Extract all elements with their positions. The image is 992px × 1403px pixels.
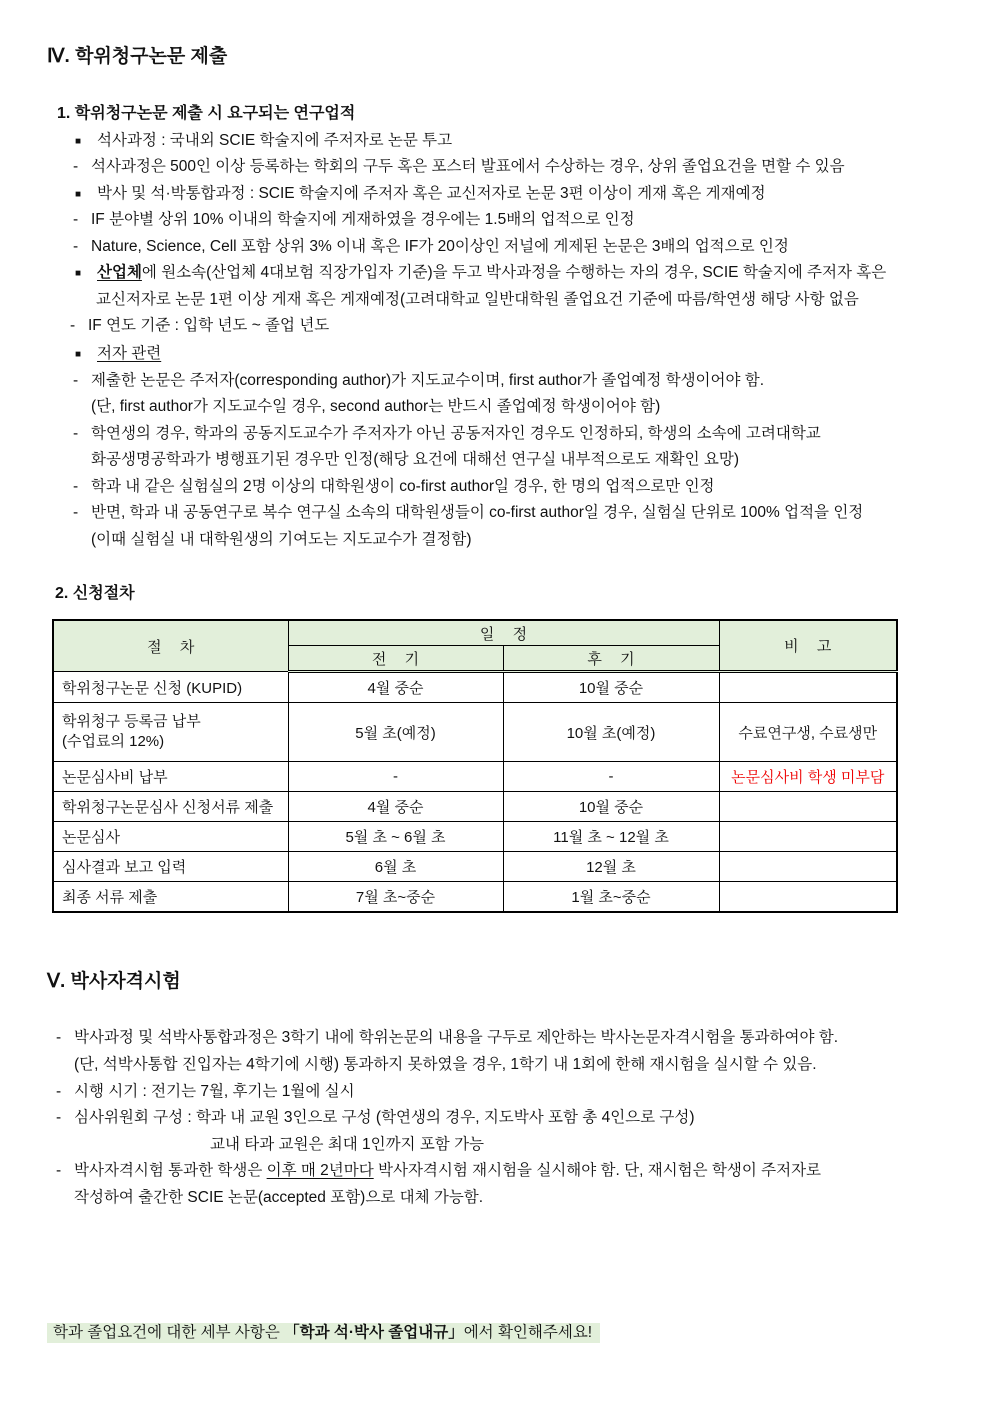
table-row xyxy=(53,822,897,852)
dash-item xyxy=(73,157,845,177)
dash-marker: - xyxy=(73,211,79,228)
table-row xyxy=(53,792,897,822)
cell-first: - xyxy=(288,762,503,792)
cell-remarks xyxy=(719,852,897,882)
dash-marker: - xyxy=(73,238,79,255)
cell-remarks xyxy=(719,792,897,822)
cell-second: 11월 초 ~ 12월 초 xyxy=(503,822,719,852)
dash-marker: - xyxy=(70,317,76,334)
cell-procedure: 학위청구논문심사 신청서류 제출 xyxy=(53,792,288,822)
bullet-item xyxy=(75,184,766,204)
cell-second: 10월 초(예정) xyxy=(503,703,719,762)
dash-marker: - xyxy=(73,158,79,175)
header-procedure: 절 차 xyxy=(53,620,288,672)
line-text: 학연생의 경우, 학과의 공동지도교수가 주저자가 아닌 공동저자인 경우도 인정하되, 학생의 소속에 고려대학교 xyxy=(91,425,821,442)
line-text: 박사자격시험 통과한 학생은 xyxy=(74,1162,267,1179)
subsection-2-title: 2. 신청절차 xyxy=(55,585,135,602)
note-text: 에서 확인해주세요! xyxy=(463,1324,593,1341)
bullet-square-icon: ■ xyxy=(75,189,82,200)
cell-procedure: 최종 서류 제출 xyxy=(53,882,288,913)
cell-remarks: 수료연구생, 수료생만 xyxy=(719,703,897,762)
table-row xyxy=(53,703,897,762)
line-text: 시행 시기 : 전기는 7월, 후기는 1월에 실시 xyxy=(74,1083,355,1100)
dash-marker: - xyxy=(56,1162,62,1179)
line-text: Nature, Science, Cell 포함 상위 3% 이내 혹은 IF가 20이상인 저널에 게제된 논문은 3배의 업적으로 인정 xyxy=(91,238,789,255)
cell-remarks xyxy=(719,882,897,913)
dash-item xyxy=(70,316,329,336)
line-text: 에 원소속(산업체 4대보험 직장가입자 기준)을 두고 박사과정을 수행하는 자의 경우, SCIE 학술지에 주저자 혹은 xyxy=(141,264,887,281)
underlined-term: 이후 매 2년마다 xyxy=(266,1162,374,1179)
dash-item xyxy=(73,371,764,391)
dash-marker: - xyxy=(56,1109,62,1126)
dash-marker: - xyxy=(73,478,79,495)
note-emphasis: 「학과 석·박사 졸업내규」 xyxy=(284,1324,464,1341)
continuation-line: (단, 석박사통합 진입자는 4학기에 시행) 통과하지 못하였을 경우, 1학기 내 1회에 한해 재시험을 실시할 수 있음. xyxy=(74,1056,817,1073)
bullet-square-icon: ■ xyxy=(75,349,82,360)
bullet-square-icon: ■ xyxy=(75,136,82,147)
cell-second: - xyxy=(503,762,719,792)
cell-procedure: 학위청구논문 신청 (KUPID) xyxy=(53,672,288,703)
continuation-line: 작성하여 출간한 SCIE 논문(accepted 포함)으로 대체 가능함. xyxy=(74,1189,484,1206)
header-remarks: 비 고 xyxy=(719,620,897,672)
dash-item xyxy=(73,503,863,523)
cell-first: 5월 초 ~ 6월 초 xyxy=(288,822,503,852)
table-row xyxy=(53,762,897,792)
header-first-half: 전 기 xyxy=(288,646,503,672)
underlined-term: 저자 관련 xyxy=(97,345,162,362)
dash-item xyxy=(73,237,789,257)
cell-first: 4월 중순 xyxy=(288,672,503,703)
table-row xyxy=(53,882,897,913)
dash-marker: - xyxy=(73,372,79,389)
table-row xyxy=(53,852,897,882)
cell-second: 10월 중순 xyxy=(503,672,719,703)
bullet-item xyxy=(75,131,452,151)
cell-procedure: 심사결과 보고 입력 xyxy=(53,852,288,882)
dash-item xyxy=(73,477,715,497)
line-text: 반면, 학과 내 공동연구로 복수 연구실 소속의 대학원생들이 co-first author일 경우, 실험실 단위로 100% 업적을 인정 xyxy=(91,504,864,521)
line-text: 심사위원회 구성 : 학과 내 교원 3인으로 구성 (학연생의 경우, 지도박사 포함 총 4인으로 구성) xyxy=(74,1109,695,1126)
cell-remarks-alert: 논문심사비 학생 미부담 xyxy=(719,762,897,792)
cell-procedure: 논문심사 xyxy=(53,822,288,852)
dash-item xyxy=(56,1082,355,1102)
line-text: 박사과정 및 석박사통합과정은 3학기 내에 학위논문의 내용을 구두로 제안하는 박사논문자격시험을 통과하여야 함. xyxy=(74,1029,839,1046)
section-5-heading: Ⅴ. 박사자격시험 xyxy=(47,971,181,992)
line-text: 제출한 논문은 주저자(corresponding author)가 지도교수이며, first author가 졸업예정 학생이어야 함. xyxy=(91,372,765,389)
dash-item xyxy=(56,1028,838,1048)
continuation-line: 교내 타과 교원은 최대 1인까지 포함 가능 xyxy=(210,1136,485,1153)
header-second-half: 후 기 xyxy=(503,646,719,672)
line-text: IF 분야별 상위 10% 이내의 학술지에 게재하였을 경우에는 1.5배의 업적으로 인정 xyxy=(91,211,635,228)
dash-marker: - xyxy=(73,425,79,442)
continuation-line: (이때 실험실 내 대학원생의 기여도는 지도교수가 결정함) xyxy=(91,531,472,548)
continuation-line: 교신저자로 논문 1편 이상 게재 혹은 게재예정(고려대학교 일반대학원 졸업요건 기준에 따름/학연생 해당 사항 없음 xyxy=(96,291,859,308)
cell-second: 12월 초 xyxy=(503,852,719,882)
continuation-line: (단, first author가 지도교수일 경우, second author는 반드시 졸업예정 학생이어야 함) xyxy=(91,398,661,415)
procedure-note: (수업료의 12%) xyxy=(62,733,165,750)
line-text: 석사과정은 500인 이상 등록하는 학회의 구두 혹은 포스터 발표에서 수상하는 경우, 상위 졸업요건을 면할 수 있음 xyxy=(91,158,845,175)
cell-first: 6월 초 xyxy=(288,852,503,882)
bullet-item xyxy=(75,344,161,364)
dash-item xyxy=(73,424,821,444)
table-row xyxy=(53,672,897,703)
footer-note xyxy=(47,1323,600,1343)
dash-item xyxy=(56,1108,695,1128)
cell-first: 5월 초(예정) xyxy=(288,703,503,762)
cell-second: 1월 초~중순 xyxy=(503,882,719,913)
line-text: 박사자격시험 재시험을 실시해야 함. 단, 재시험은 학생이 주저자로 xyxy=(373,1162,822,1179)
cell-procedure: 논문심사비 납부 xyxy=(53,762,288,792)
cell-second: 10월 중순 xyxy=(503,792,719,822)
bullet-square-icon: ■ xyxy=(75,268,82,279)
cell-procedure xyxy=(53,703,288,762)
cell-remarks xyxy=(719,672,897,703)
section-4-heading: Ⅳ. 학위청구논문 제출 xyxy=(47,46,228,67)
line-text: 박사 및 석·박통합과정 : SCIE 학술지에 주저자 혹은 교신저자로 논문 3편 이상이 게재 혹은 게재예정 xyxy=(97,185,766,202)
underlined-term: 산업체 xyxy=(97,264,142,281)
line-text: 석사과정 : 국내외 SCIE 학술지에 주저자로 논문 투고 xyxy=(97,132,453,149)
cell-first: 4월 중순 xyxy=(288,792,503,822)
bullet-item xyxy=(75,263,886,283)
schedule-table xyxy=(52,619,898,913)
procedure-label: 학위청구 등록금 납부 xyxy=(62,713,201,730)
dash-marker: - xyxy=(56,1029,62,1046)
subsection-1-title: 1. 학위청구논문 제출 시 요구되는 연구업적 xyxy=(57,105,356,122)
header-schedule: 일 정 xyxy=(288,620,719,646)
cell-first: 7월 초~중순 xyxy=(288,882,503,913)
dash-marker: - xyxy=(73,504,79,521)
dash-item xyxy=(56,1161,821,1181)
line-text: 학과 내 같은 실험실의 2명 이상의 대학원생이 co-first author일 경우, 한 명의 업적으로만 인정 xyxy=(91,478,715,495)
continuation-line: 화공생명공학과가 병행표기된 경우만 인정(해당 요건에 대해선 연구실 내부적으로도 재확인 요망) xyxy=(91,451,740,468)
dash-marker: - xyxy=(56,1083,62,1100)
dash-item xyxy=(73,210,635,230)
cell-remarks xyxy=(719,822,897,852)
note-text: 학과 졸업요건에 대한 세부 사항은 xyxy=(53,1324,285,1341)
line-text: IF 연도 기준 : 입학 년도 ~ 졸업 년도 xyxy=(88,317,330,334)
